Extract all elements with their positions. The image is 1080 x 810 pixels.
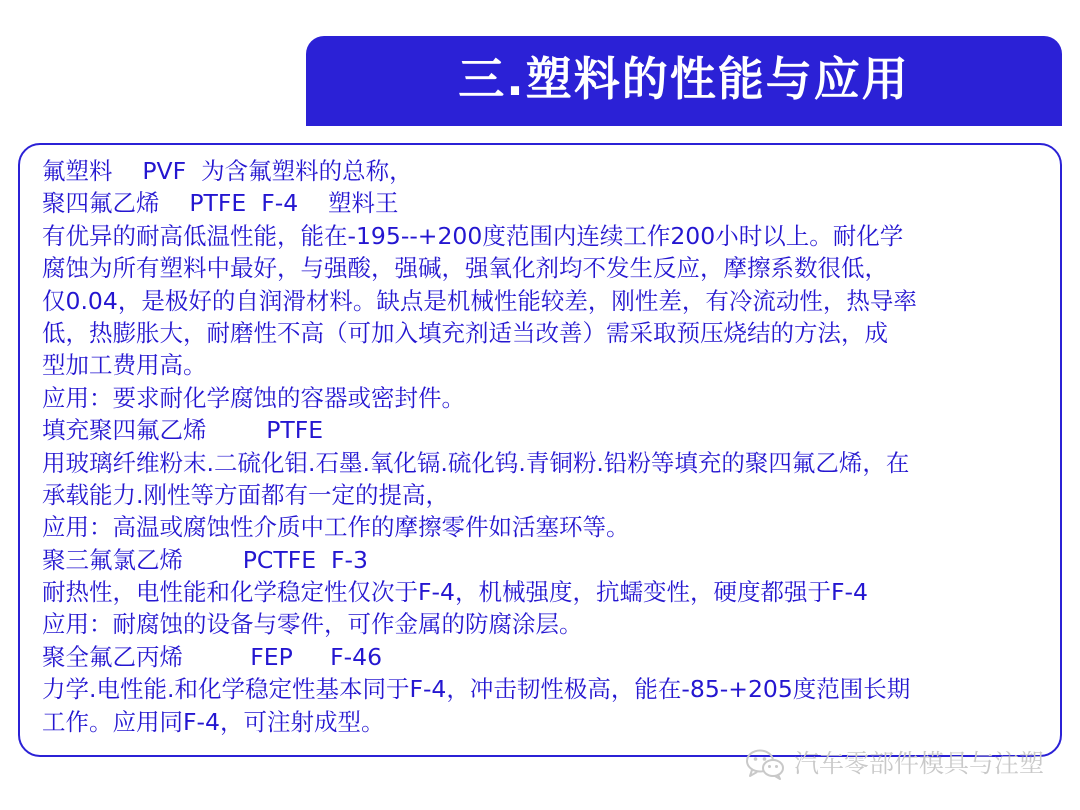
text-line: 耐热性，电性能和化学稳定性仅次于F-4，机械强度，抗蠕变性，硬度都强于F-4: [42, 578, 868, 607]
page-title: 三.塑料的性能与应用: [458, 52, 910, 106]
text-line: 低，热膨胀大，耐磨性不高（可加入填充剂适当改善）需采取预压烧结的方法，成: [42, 318, 888, 347]
text-line: 有优异的耐高低温性能，能在-195--+200度范围内连续工作200小时以上。耐化学: [42, 221, 904, 250]
watermark: [744, 748, 1044, 780]
watermark-text: 汽车零部件模具与注塑: [793, 749, 1044, 778]
text-line: 用玻璃纤维粉末.二硫化钼.石墨.氧化镉.硫化钨.青铜粉.铅粉等填充的聚四氟乙烯，在: [42, 448, 910, 477]
text-line: 型加工费用高。: [42, 351, 207, 380]
text-line: 聚三氟氯乙烯 PCTFE F-3: [42, 545, 368, 574]
text-line: 聚全氟乙丙烯 FEP F-46: [42, 642, 383, 671]
text-line: 工作。应用同F-4，可注射成型。: [42, 707, 385, 736]
content-body: [42, 155, 1052, 738]
text-line: 聚四氟乙烯 PTFE F-4 塑料王: [42, 189, 399, 218]
text-line: 承载能力.刚性等方面都有一定的提高，: [42, 480, 449, 509]
text-line: 腐蚀为所有塑料中最好，与强酸，强碱，强氧化剂均不发生反应，摩擦系数很低，: [42, 254, 888, 283]
title-banner: [306, 36, 1062, 126]
text-line: 填充聚四氟乙烯 PTFE: [42, 416, 324, 445]
text-line: 仅0.04，是极好的自润滑材料。缺点是机械性能较差，刚性差，有冷流动性，热导率: [42, 286, 917, 315]
wechat-icon: [744, 748, 786, 780]
text-line: 氟塑料 PVF 为含氟塑料的总称，: [42, 157, 413, 185]
text-line: 力学.电性能.和化学稳定性基本同于F-4，冲击韧性极高，能在-85-+205度范围长期: [42, 675, 911, 704]
text-line: 应用：要求耐化学腐蚀的容器或密封件。: [42, 383, 465, 412]
text-line: 应用：耐腐蚀的设备与零件，可作金属的防腐涂层。: [42, 610, 583, 639]
text-line: 应用：高温或腐蚀性介质中工作的摩擦零件如活塞环等。: [42, 513, 630, 542]
